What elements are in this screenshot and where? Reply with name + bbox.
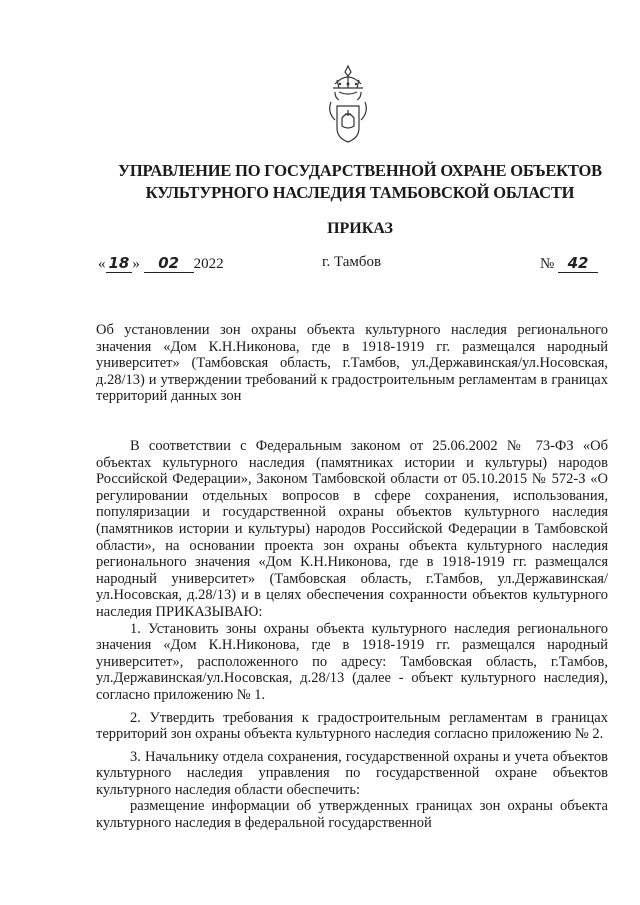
date-year: 2022 bbox=[193, 256, 224, 272]
date-close-quote: » bbox=[132, 256, 140, 272]
order-body bbox=[96, 438, 608, 832]
document-type-title: ПРИКАЗ bbox=[327, 220, 393, 237]
order-number bbox=[540, 254, 598, 273]
preamble-paragraph: В соответствии с Федеральным законом от 25.06.2002 № 73-ФЗ «Об объектах культурного наследия (памятниках истории и культуры) народов Российской Федерации», Законом Тамбовской области от 05.10.2015 № 572-З «О регулировании отдельных вопросов в сфере сохранения, использования, популяризации и государственной охраны объектов культурного наследия (памятников истории и культуры) народов Российской Федерации в Тамбовской области», на основании проекта зон охраны объекта культурного наследия регионального значения «Дом К.Н.Никонова, где в 1918-1919 гг. размещался народный университет» (Тамбовская область, г.Тамбов, ул.Державинская/ул.Носовская, д.28/13) и в целях обеспечения сохранности объектов культурного наследия ПРИКАЗЫВАЮ: bbox=[96, 438, 608, 620]
item-1-paragraph: 1. Установить зоны охраны объекта культурного наследия регионального значения «Дом К.Н.Никонова, где в 1918-1919 гг. размещался народный университет», расположенного по адресу: Тамбовская область, г.Тамбов, ул.Державинская/ул.Носовская, д.28/13 (далее - объект культурного наследия), согласно приложению № 1. bbox=[96, 620, 608, 703]
item-3-sub-paragraph: размещение информации об утвержденных границах зон охраны объекта культурного наследия в федеральной государственной bbox=[96, 798, 608, 832]
agency-name bbox=[100, 160, 620, 204]
number-value: 42 bbox=[558, 254, 598, 273]
date-day: 18 bbox=[106, 254, 133, 273]
coat-of-arms-icon bbox=[325, 62, 371, 152]
item-2-paragraph: 2. Утвердить требования к градостроительным регламентам в границах территорий зон охраны объекта культурного наследия согласно приложению № 2. bbox=[96, 709, 608, 743]
agency-line-2: КУЛЬТУРНОГО НАСЛЕДИЯ ТАМБОВСКОЙ ОБЛАСТИ bbox=[145, 183, 575, 202]
order-date bbox=[98, 254, 224, 273]
number-label: № bbox=[540, 256, 555, 272]
date-month: 02 bbox=[144, 254, 194, 273]
agency-line-1: УПРАВЛЕНИЕ ПО ГОСУДАРСТВЕННОЙ ОХРАНЕ ОБЪЕКТОВ bbox=[118, 161, 602, 180]
date-open-quote: « bbox=[98, 256, 106, 272]
order-subject: Об установлении зон охраны объекта культурного наследия регионального значения «Дом К.Н.Никонова, где в 1918-1919 гг. размещался народный университет» (Тамбовская область, г.Тамбов, ул.Державинская/ул.Носовская, д.28/13) и утверждении требований к градостроительным регламентам в границах территорий данных зон bbox=[96, 322, 608, 404]
city-name: г. Тамбов bbox=[322, 254, 382, 270]
item-3-paragraph: 3. Начальнику отдела сохранения, государственной охраны и учета объектов культурного наследия управления по государственной охране объектов культурного наследия области обеспечить: bbox=[96, 748, 608, 798]
